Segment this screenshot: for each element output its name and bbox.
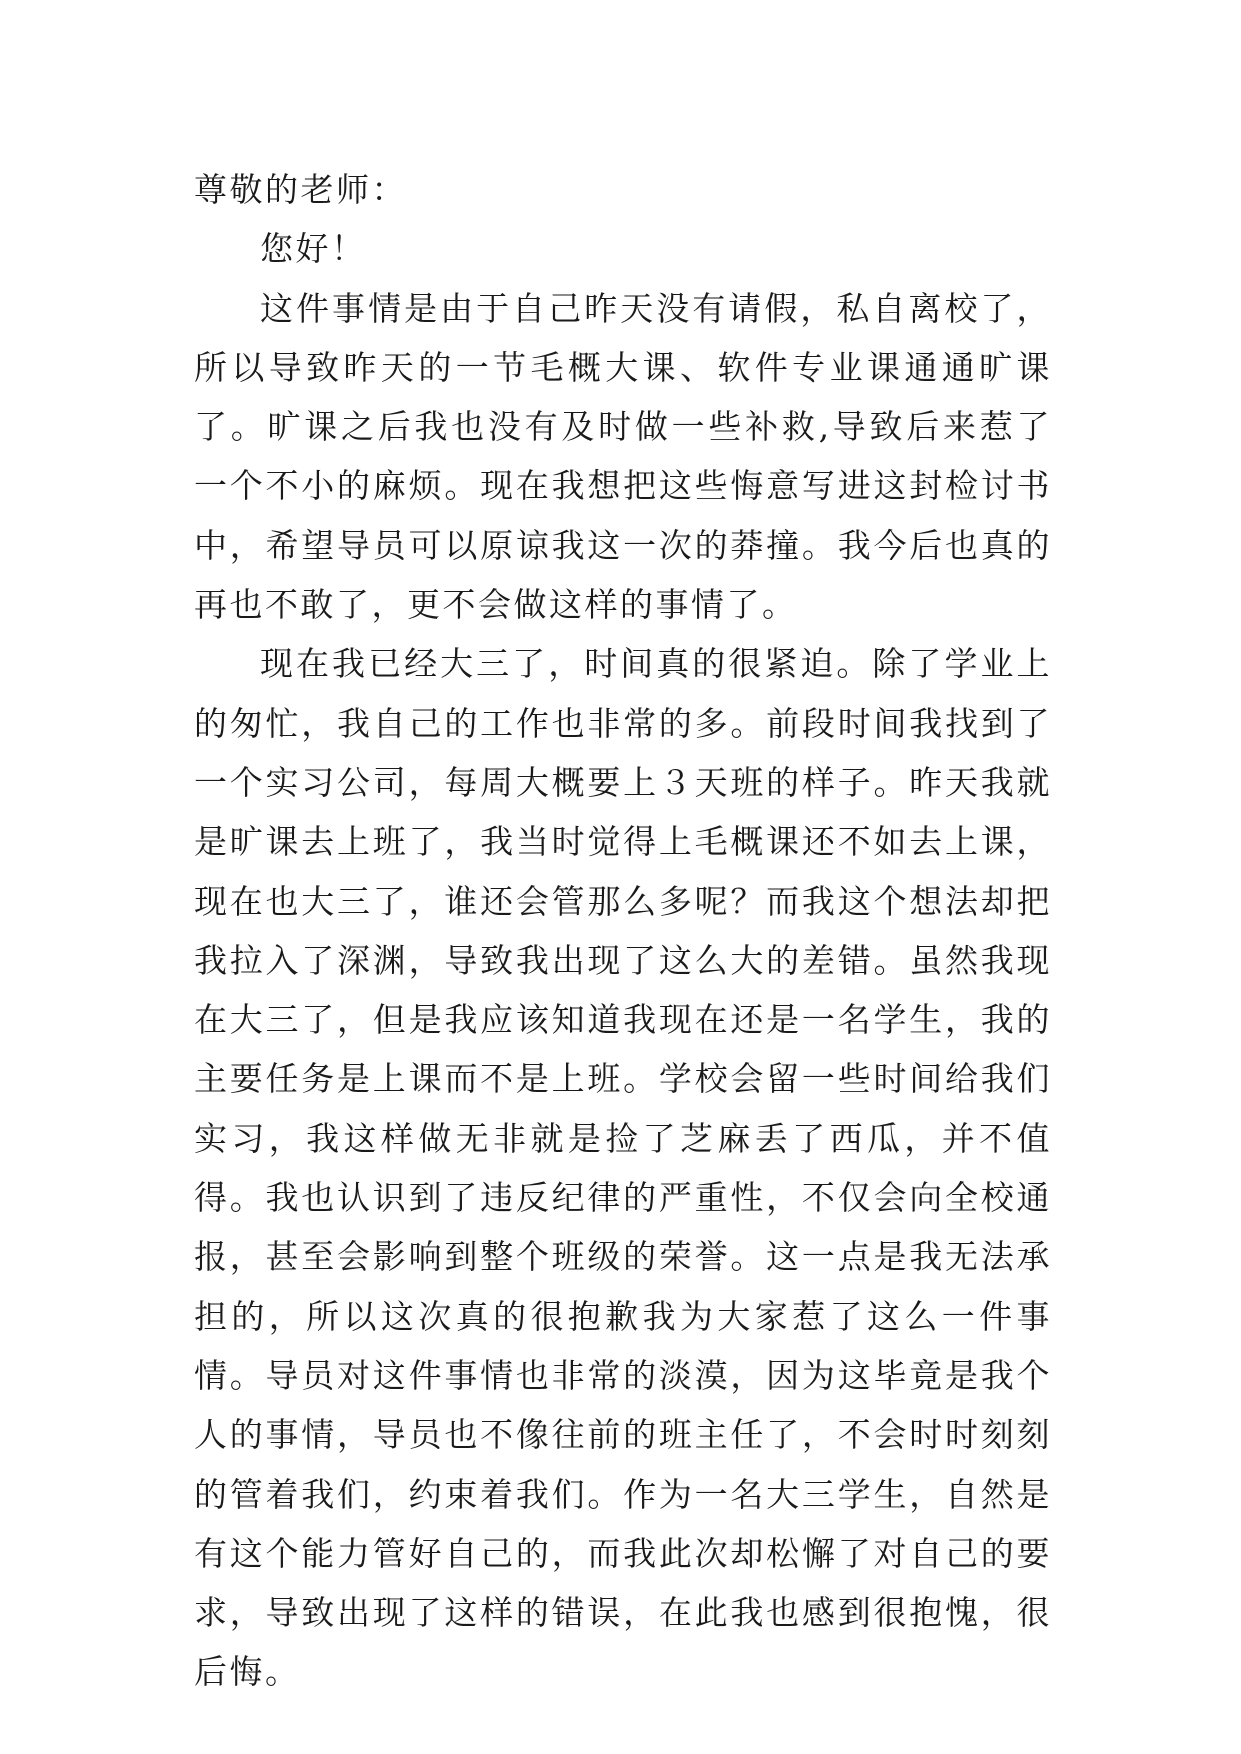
greeting: 您好！ — [260, 229, 367, 269]
paragraph-1: 这件事情是由于自己昨天没有请假，私自离校了，所以导致昨天的一节毛概大课、软件专业课通通旷课了。旷课之后我也没有及时做一些补救,导致后来惹了一个不小的麻烦。现在我想把这些悔意写进这封检讨书中，希望导员可以原谅我这一次的莽撞。我今后也真的再也不敢了，更不会做这样的事情了。 — [194, 288, 1052, 625]
letter-body — [194, 160, 1052, 1702]
salutation: 尊敬的老师： — [194, 170, 407, 209]
paragraph-2: 现在我已经大三了，时间真的很紧迫。除了学业上的匆忙，我自己的工作也非常的多。前段时间我找到了一个实习公司，每周大概要上３天班的样子。昨天我就是旷课去上班了，我当时觉得上毛概课还不如去上课，现在也大三了，谁还会管那么多呢？而我这个想法却把我拉入了深渊，导致我出现了这么大的差错。虽然我现在大三了，但是我应该知道我现在还是一名学生，我的主要任务是上课而不是上班。学校会留一些时间给我们实习，我这样做无非就是捡了芝麻丢了西瓜，并不值得。我也认识到了违反纪律的严重性，不仅会向全校通报，甚至会影响到整个班级的荣誉。这一点是我无法承担的，所以这次真的很抱歉我为大家惹了这么一件事情。导员对这件事情也非常的淡漠，因为这毕竟是我个人的事情，导员也不像往前的班主任了，不会时时刻刻的管着我们，约束着我们。作为一名大三学生，自然是有这个能力管好自己的，而我此次却松懈了对自己的要求，导致出现了这样的错误，在此我也感到很抱愧，很后悔。 — [194, 644, 1052, 1692]
